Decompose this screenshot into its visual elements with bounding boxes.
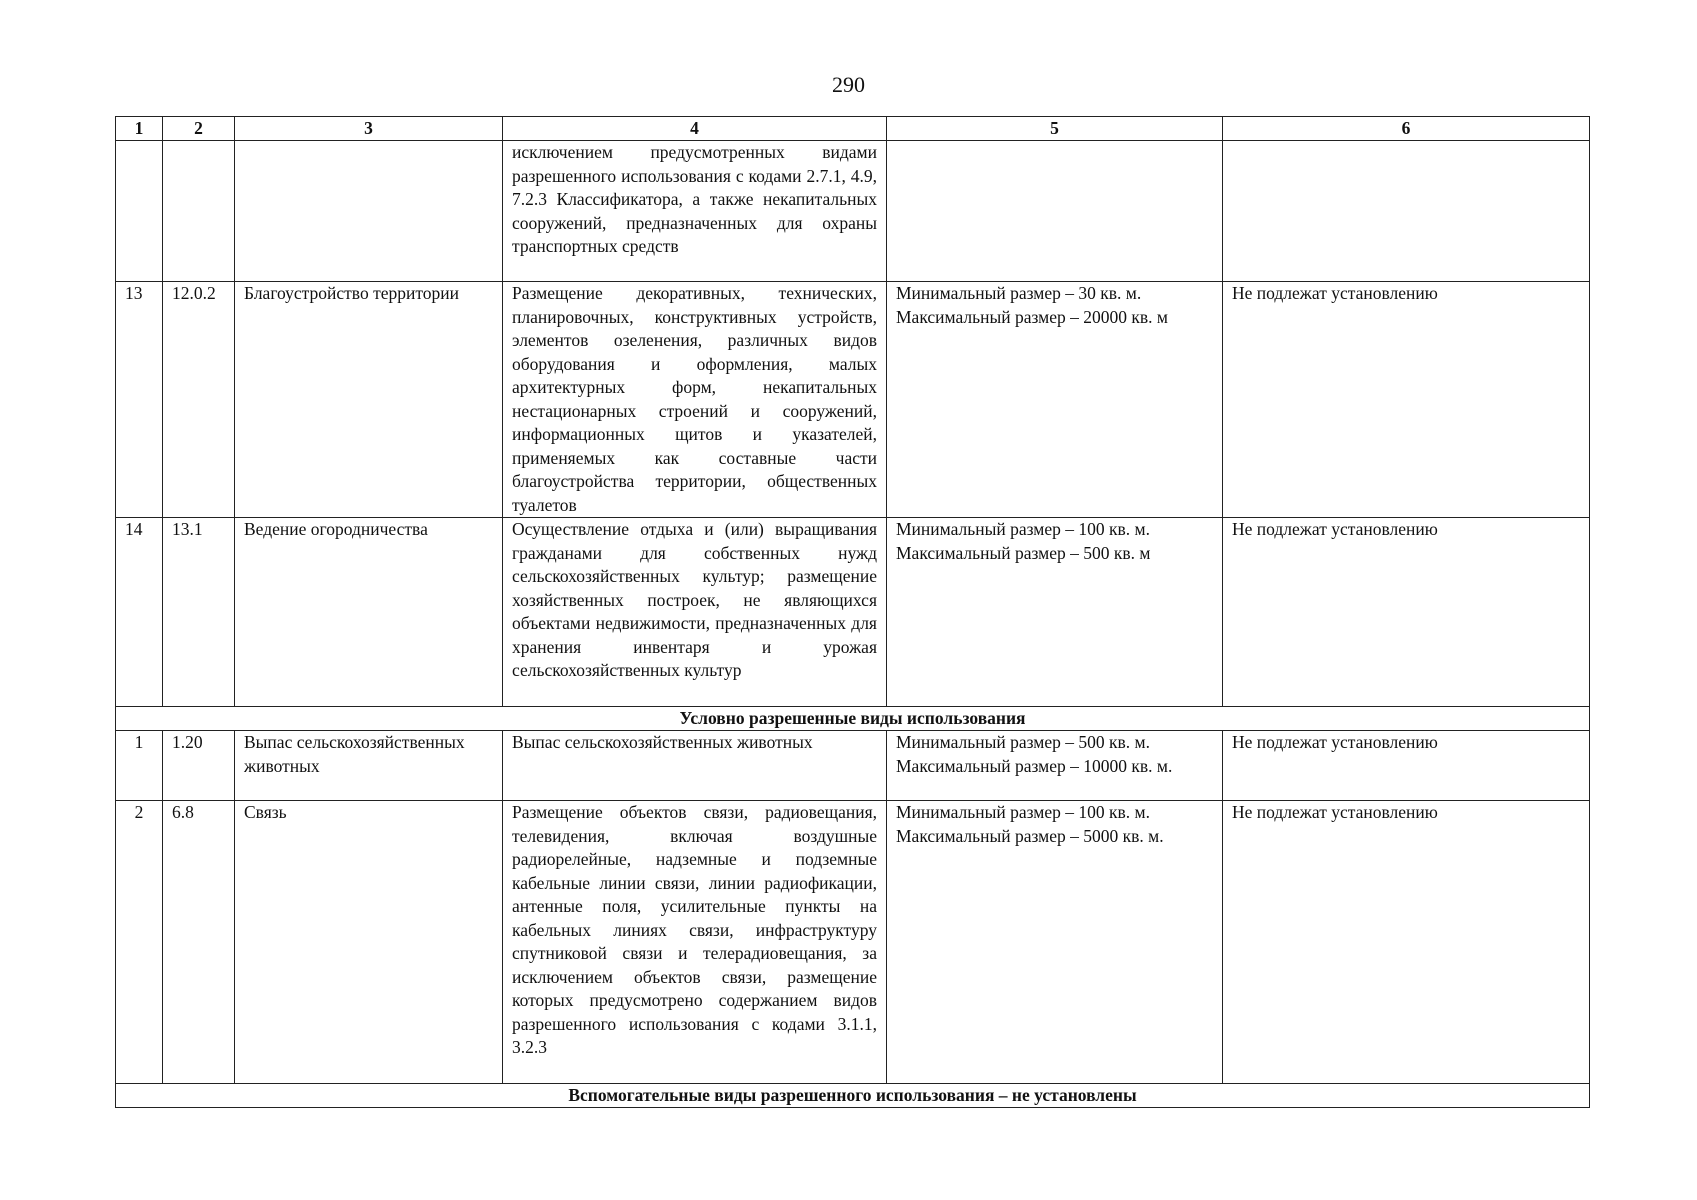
size-min: Минимальный размер – 100 кв. м. (896, 519, 1150, 539)
size-min: Минимальный размер – 500 кв. м. (896, 732, 1150, 752)
cell-description: Осуществление отдыха и (или) выращивания гражданами для собственных нужд сельскохозяйственных культур; размещение хозяйственных построек, не являющихся объектами недвижимости, предназначенных для хранения инвентаря и урожая сельскохозяйственных культур (503, 518, 887, 707)
cell-name: Связь (235, 801, 503, 1084)
section-title: Вспомогательные виды разрешенного использования – не установлены (116, 1084, 1590, 1108)
cell-limits: Не подлежат установлению (1223, 282, 1590, 518)
header-col-5: 5 (887, 117, 1223, 141)
cell-name: Благоустройство территории (235, 282, 503, 518)
cell-num: 2 (116, 801, 163, 1084)
header-col-2: 2 (163, 117, 235, 141)
section-row-auxiliary (116, 1084, 1590, 1108)
cell-description: Размещение декоративных, технических, планировочных, конструктивных устройств, элементов озеленения, различных видов оборудования и оформления, малых архитектурных форм, некапитальных нестационарных строений и сооружений, информационных щитов и указателей, применяемых как составные части благоустройства территории, общественных туалетов (503, 282, 887, 518)
header-col-4: 4 (503, 117, 887, 141)
cell-code: 12.0.2 (163, 282, 235, 518)
land-use-table (115, 116, 1590, 1108)
cell-size (887, 731, 1223, 801)
cell-code: 6.8 (163, 801, 235, 1084)
cell-description: исключением предусмотренных видами разрешенного использования с кодами 2.7.1, 4.9, 7.2.3 Классификатора, а также некапитальных сооружений, предназначенных для охраны транспортных средств (503, 141, 887, 282)
size-max: Максимальный размер – 10000 кв. м. (896, 755, 1173, 776)
cell-limits: Не подлежат установлению (1223, 731, 1590, 801)
size-min: Минимальный размер – 100 кв. м. (896, 802, 1150, 822)
size-min: Минимальный размер – 30 кв. м. (896, 283, 1142, 303)
cell-code (163, 141, 235, 282)
table-row (116, 141, 1590, 282)
page-number: 290 (832, 72, 865, 97)
table-row (116, 282, 1590, 518)
size-max: Максимальный размер – 500 кв. м (896, 542, 1151, 563)
cell-name (235, 141, 503, 282)
cell-num: 14 (116, 518, 163, 707)
cell-size (887, 282, 1223, 518)
cell-size (887, 801, 1223, 1084)
cell-num (116, 141, 163, 282)
header-col-3: 3 (235, 117, 503, 141)
size-max: Максимальный размер – 5000 кв. м. (896, 825, 1164, 846)
section-row-conditional (116, 707, 1590, 731)
cell-description: Выпас сельскохозяйственных животных (503, 731, 887, 801)
cell-description: Размещение объектов связи, радиовещания, телевидения, включая воздушные радиорелейные, надземные и подземные кабельные линии связи, линии радиофикации, антенные поля, усилительные пункты на кабельных линиях связи, инфраструктуру спутниковой связи и телерадиовещания, за исключением объектов связи, размещение которых предусмотрено содержанием видов разрешенного использования с кодами 3.1.1, 3.2.3 (503, 801, 887, 1084)
cell-size (887, 518, 1223, 707)
cell-name: Ведение огородничества (235, 518, 503, 707)
section-title: Условно разрешенные виды использования (116, 707, 1590, 731)
cell-name: Выпас сельскохозяйственных животных (235, 731, 503, 801)
table-row (116, 731, 1590, 801)
cell-num: 13 (116, 282, 163, 518)
cell-code: 1.20 (163, 731, 235, 801)
cell-size (887, 141, 1223, 282)
size-max: Максимальный размер – 20000 кв. м (896, 306, 1168, 327)
header-col-6: 6 (1223, 117, 1590, 141)
cell-num: 1 (116, 731, 163, 801)
table-header-row (116, 117, 1590, 141)
cell-limits (1223, 141, 1590, 282)
table-row (116, 518, 1590, 707)
table-row (116, 801, 1590, 1084)
cell-limits: Не подлежат установлению (1223, 801, 1590, 1084)
cell-code: 13.1 (163, 518, 235, 707)
cell-limits: Не подлежат установлению (1223, 518, 1590, 707)
header-col-1: 1 (116, 117, 163, 141)
